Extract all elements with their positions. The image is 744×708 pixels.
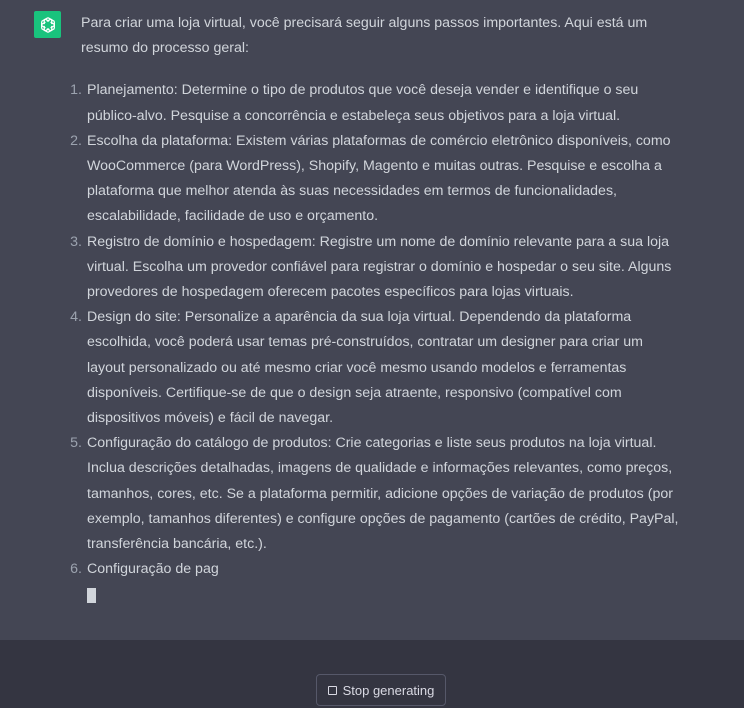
- stop-square-icon: [328, 686, 337, 695]
- list-item: [70, 129, 681, 230]
- step-number: 3.: [70, 233, 82, 250]
- step-text: Design do site: Personalize a aparência da sua loja virtual. Dependendo da plataforma escolhida, você poderá usar temas pré-construídos, contratar um designer para criar um layout personalizado ou até mesmo criar você mesmo usando modelos e ferramentas disponíveis. Certifique-se de que o design seja atraente, responsivo (compatível com dispositivos móveis) e fácil de navegar.: [87, 309, 643, 427]
- step-number: 4.: [70, 309, 82, 326]
- cursor-line: [81, 582, 681, 607]
- step-text: Configuração do catálogo de produtos: Crie categorias e liste seus produtos na loja virtual. Inclua descrições detalhadas, imagens de qualidade e informações relevantes, como preços, tamanhos, cores, etc. Se a plataforma permitir, adicione opções de variação de produtos (por exemplo, tamanhos diferentes) e configure opções de pagamento (cartões de crédito, PayPal, transferência bancária, etc.).: [87, 435, 679, 553]
- list-item: [70, 305, 681, 431]
- list-item: [70, 78, 681, 128]
- step-number: 6.: [70, 561, 82, 578]
- step-number: 1.: [70, 82, 82, 99]
- openai-logo-icon: [34, 11, 61, 38]
- stop-label: Stop generating: [342, 682, 435, 698]
- steps-list: [70, 78, 681, 582]
- step-text: Registro de domínio e hospedagem: Registre um nome de domínio relevante para a sua loja virtual. Escolha um provedor confiável para registrar o domínio e hospedar o seu site. Alguns provedores de hospedagem oferecem pacotes específicos para lojas virtuais.: [87, 233, 672, 301]
- list-item: [70, 431, 681, 557]
- step-number: 5.: [70, 435, 82, 452]
- step-text: Planejamento: Determine o tipo de produtos que você deseja vender e identifique o seu público-alvo. Pesquise a concorrência e estabeleça seus objetivos para a loja virtual.: [87, 82, 639, 124]
- message-intro: Para criar uma loja virtual, você precisará seguir alguns passos importantes. Aqui está um resumo do processo geral:: [81, 15, 648, 57]
- step-text: Escolha da plataforma: Existem várias plataformas de comércio eletrônico disponíveis, como WooCommerce (para WordPress), Shopify, Magento e muitas outras. Pesquise e escolha a plataforma que melhor atenda às suas necessidades em termos de funcionalidades, escalabilidade, facilidade de uso e orçamento.: [87, 132, 671, 225]
- list-item: [70, 557, 681, 582]
- step-number: 2.: [70, 132, 82, 149]
- step-text: Configuração de pag: [87, 561, 219, 578]
- typing-cursor: [87, 588, 96, 603]
- stop-generating-button[interactable]: [316, 674, 446, 706]
- message-content: [70, 11, 681, 608]
- list-item: [70, 230, 681, 306]
